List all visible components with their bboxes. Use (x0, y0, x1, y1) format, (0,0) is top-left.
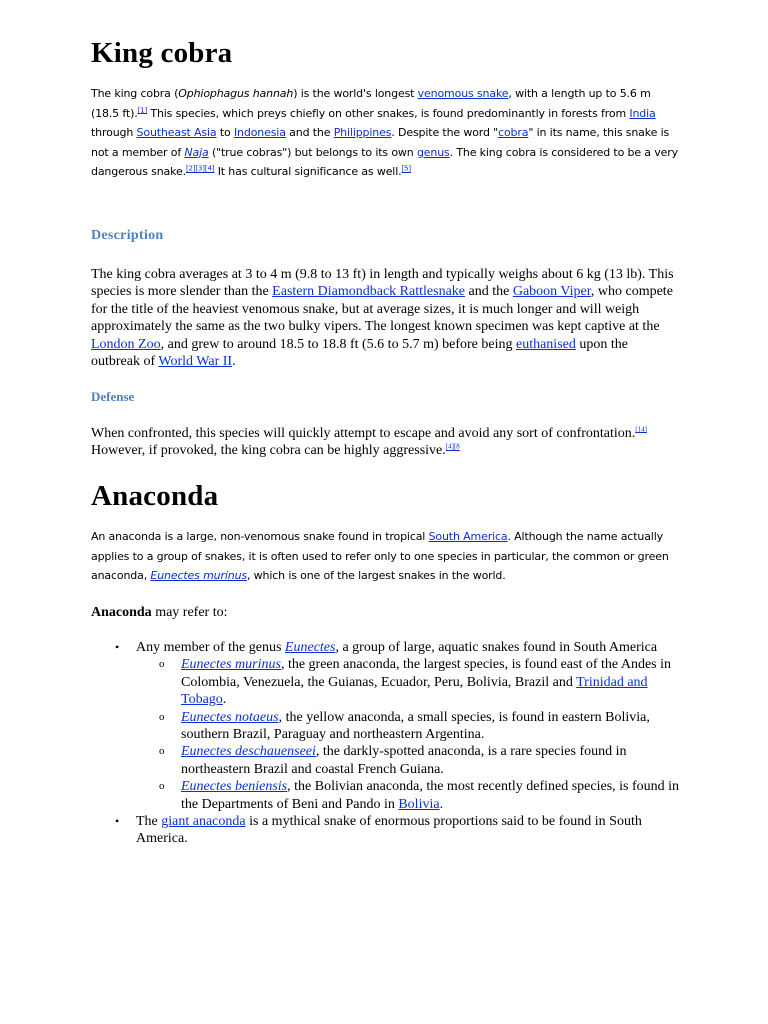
text: through (91, 126, 137, 140)
text: . (232, 354, 236, 370)
sub-list-item (136, 778, 681, 813)
text: However, if provoked, the king cobra can be highly aggressive. (91, 443, 446, 459)
text: . The king cobra is considered to be a very dangerous snake. (91, 145, 678, 179)
anaconda-list (91, 639, 681, 848)
text: and the (465, 284, 513, 300)
text: , a group of large, aquatic snakes found in South America (335, 640, 658, 655)
sub-list (136, 656, 681, 813)
text: , who compete for the title of the heaviest venomous snake, but at average sizes, it is much longer and will weigh approximately the same as the two bulky vipers. The longest known specimen was kept captive at the (91, 284, 673, 335)
reference-link[interactable]: [4][8 (445, 442, 460, 451)
text: Any member of the genus (136, 640, 285, 655)
reference-link[interactable]: [5] (401, 164, 411, 173)
list-item (91, 639, 681, 813)
link-philippines[interactable]: Philippines (333, 126, 392, 140)
text: It has cultural significance as well. (214, 165, 402, 179)
text: , the darkly-spotted anaconda, is a rare species found in northeastern Brazil and coastal French Guiana. (181, 744, 627, 777)
link-eunectes-murinus[interactable] (181, 657, 281, 672)
description-heading: Description (91, 228, 164, 243)
text: , the green anaconda, the largest species, is found east of the Andes in Colombia, Venezuela, the Guianas, Ecuador, Peru, Bolivia, Brazil and (181, 657, 672, 690)
bullet-icon: • (115, 640, 120, 654)
link-euthanised[interactable]: euthanised (515, 336, 576, 352)
reference-link[interactable]: [14] (635, 425, 647, 434)
king-cobra-title: King cobra (91, 37, 233, 69)
link-indonesia[interactable]: Indonesia (233, 126, 286, 140)
text: , the Bolivian anaconda, the most recently defined species, is found in the Departments of Beni and Pando in (181, 779, 680, 812)
king-cobra-intro (91, 84, 681, 182)
link-bolivia[interactable]: Bolivia (398, 796, 440, 812)
text: ("true cobras") but belongs to its own (208, 145, 417, 159)
link-eastern-diamondback-rattlesnake[interactable]: Eastern Diamondback Rattlesnake (272, 284, 465, 300)
text: The (136, 814, 162, 830)
link-naja-text: Naja (184, 145, 209, 159)
link-gaboon-viper[interactable]: Gaboon Viper (512, 284, 591, 300)
link-text: Eunectes beniensis (181, 779, 288, 795)
circle-bullet-icon: o (159, 658, 165, 671)
link-trinidad-and-tobago[interactable]: Trinidad and Tobago (181, 674, 648, 708)
sub-list-item (136, 656, 681, 708)
text: . Although the name actually applies to a group of snakes, it is often used to refer only to one species in particular, the common or green anaconda, (91, 530, 669, 583)
text: The king cobra averages at 3 to 4 m (9.8 to 13 ft) in length and typically weighs about 6 kg (13 lb). This species is more slender than the (91, 267, 674, 300)
description-paragraph (91, 266, 676, 370)
circle-bullet-icon: o (159, 745, 165, 758)
text: upon the outbreak of (91, 336, 628, 370)
link-world-war-ii[interactable]: World War II (158, 354, 233, 370)
text: . (222, 692, 227, 708)
may-refer-to-line (91, 604, 681, 621)
link-text: Eunectes murinus (181, 657, 281, 673)
circle-bullet-icon: o (159, 780, 165, 793)
text: . Despite the word " (391, 126, 499, 140)
text: " in its name, this snake is not a member of (91, 126, 670, 159)
link-eunectes-beniensis[interactable] (181, 779, 287, 794)
text: is a mythical snake of enormous proportions said to be found in South America. (136, 814, 642, 847)
text: . (439, 796, 444, 812)
scientific-name: Ophiophagus hannah (178, 87, 294, 100)
list-item (91, 813, 681, 848)
link-text: Eunectes notaeus (181, 709, 279, 725)
link-eunectes-text: Eunectes (284, 640, 336, 655)
link-southeast-asia[interactable]: Southeast Asia (136, 126, 217, 140)
link-text: Eunectes deschauenseei (181, 744, 316, 760)
defense-paragraph (91, 425, 676, 460)
text: An anaconda is a large, non-venomous snake found in tropical (91, 530, 429, 543)
anaconda-title: Anaconda (91, 480, 219, 512)
text: When confronted, this species will quickly attempt to escape and avoid any sort of confrontation. (91, 426, 636, 441)
bullet-icon: • (115, 814, 120, 829)
link-india[interactable]: India (629, 106, 656, 120)
reference-link[interactable]: [1] (137, 105, 148, 114)
text: This species, which preys chiefly on other snakes, is found predominantly in forests from (147, 106, 630, 120)
link-eunectes-notaeus[interactable] (181, 710, 279, 725)
bold-term: Anaconda (91, 605, 152, 620)
text: and the (285, 126, 334, 140)
link-naja[interactable] (184, 146, 208, 159)
reference-link[interactable]: [2][3][4] (185, 164, 215, 173)
text: , and grew to around 18.5 to 18.8 ft (5.6 to 5.7 m) before being (160, 336, 516, 352)
text: The king cobra ( (91, 87, 179, 100)
text: may refer to: (151, 605, 228, 620)
anaconda-intro (91, 527, 681, 586)
link-eunectes-deschauenseei[interactable] (181, 744, 316, 759)
text: to (216, 126, 234, 140)
text: ) is the world's longest (293, 87, 418, 100)
text: , the yellow anaconda, a small species, is found in eastern Bolivia, southern Brazil, Paraguay and northeastern Argentina. (181, 709, 650, 743)
sub-list-item (136, 743, 681, 778)
link-genus[interactable]: genus (416, 145, 450, 159)
link-venomous-snake[interactable]: venomous snake (417, 87, 509, 100)
link-london-zoo[interactable]: London Zoo (91, 336, 161, 352)
link-eunectes-murinus[interactable] (150, 569, 247, 582)
defense-heading: Defense (91, 389, 135, 404)
link-cobra[interactable]: cobra (498, 126, 529, 140)
circle-bullet-icon: o (159, 710, 165, 723)
link-eunectes[interactable] (285, 640, 336, 655)
text: , with a length up to 5.6 m (18.5 ft). (91, 87, 651, 120)
text: , which is one of the largest snakes in the world. (246, 569, 506, 583)
link-south-america[interactable]: South America (428, 530, 508, 543)
link-eunectes-murinus-text: Eunectes murinus (150, 569, 247, 583)
link-giant-anaconda[interactable]: giant anaconda (161, 814, 246, 830)
sub-list-item (136, 709, 681, 744)
